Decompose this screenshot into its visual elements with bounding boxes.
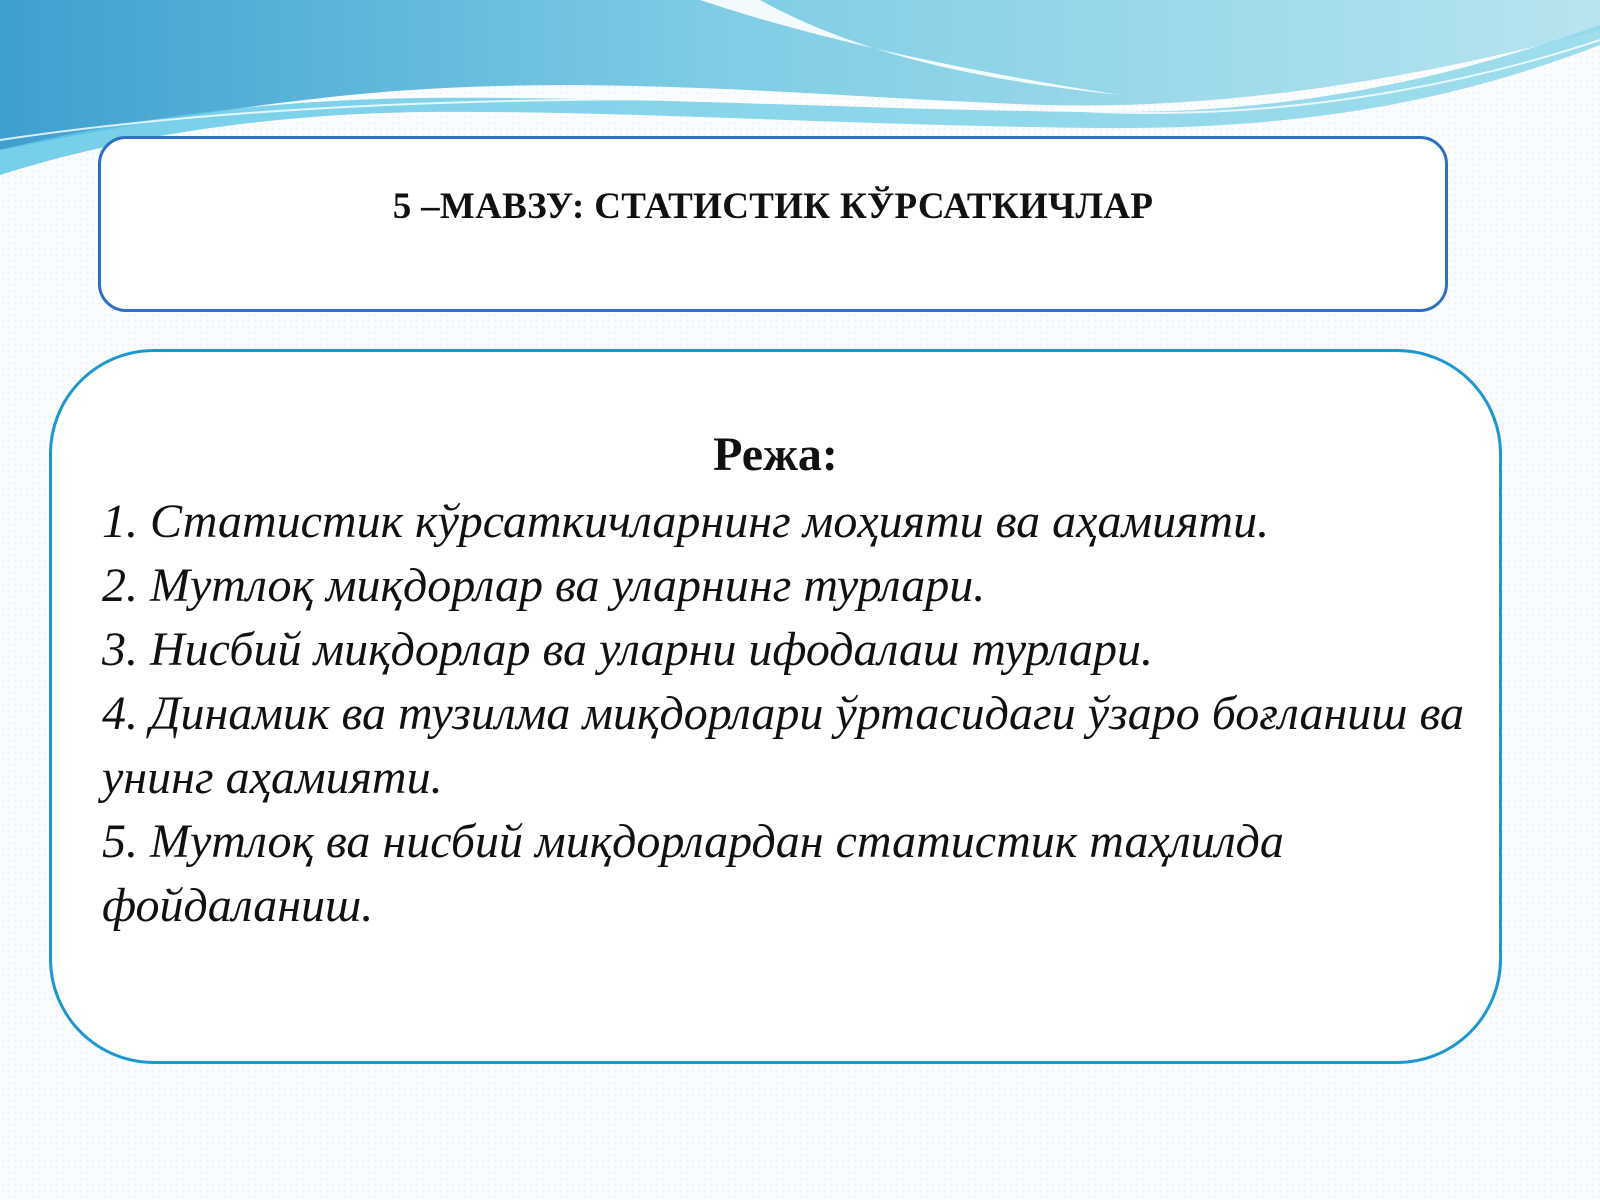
plan-list <box>102 490 1482 938</box>
plan-item-1: 1. Статистик кўрсаткичларнинг моҳияти ва аҳамияти. <box>102 495 1270 548</box>
plan-item-2: 2. Мутлоқ миқдорлар ва уларнинг турлари. <box>102 559 986 612</box>
title-box <box>98 136 1448 312</box>
plan-heading: Режа: <box>713 428 838 481</box>
plan-box <box>49 349 1502 1064</box>
slide-title: 5 –МАВЗУ: СТАТИСТИК КЎРСАТКИЧЛАР <box>392 186 1154 227</box>
plan-item-5: 5. Мутлоқ ва нисбий миқдорлардан статистик таҳлилда фойдаланиш. <box>102 815 1284 932</box>
plan-item-4: 4. Динамик ва тузилма миқдорлари ўртасидаги ўзаро боғланиш ва унинг аҳамияти. <box>102 687 1464 804</box>
plan-item-3: 3. Нисбий миқдорлар ва уларни ифодалаш турлари. <box>102 623 1154 676</box>
